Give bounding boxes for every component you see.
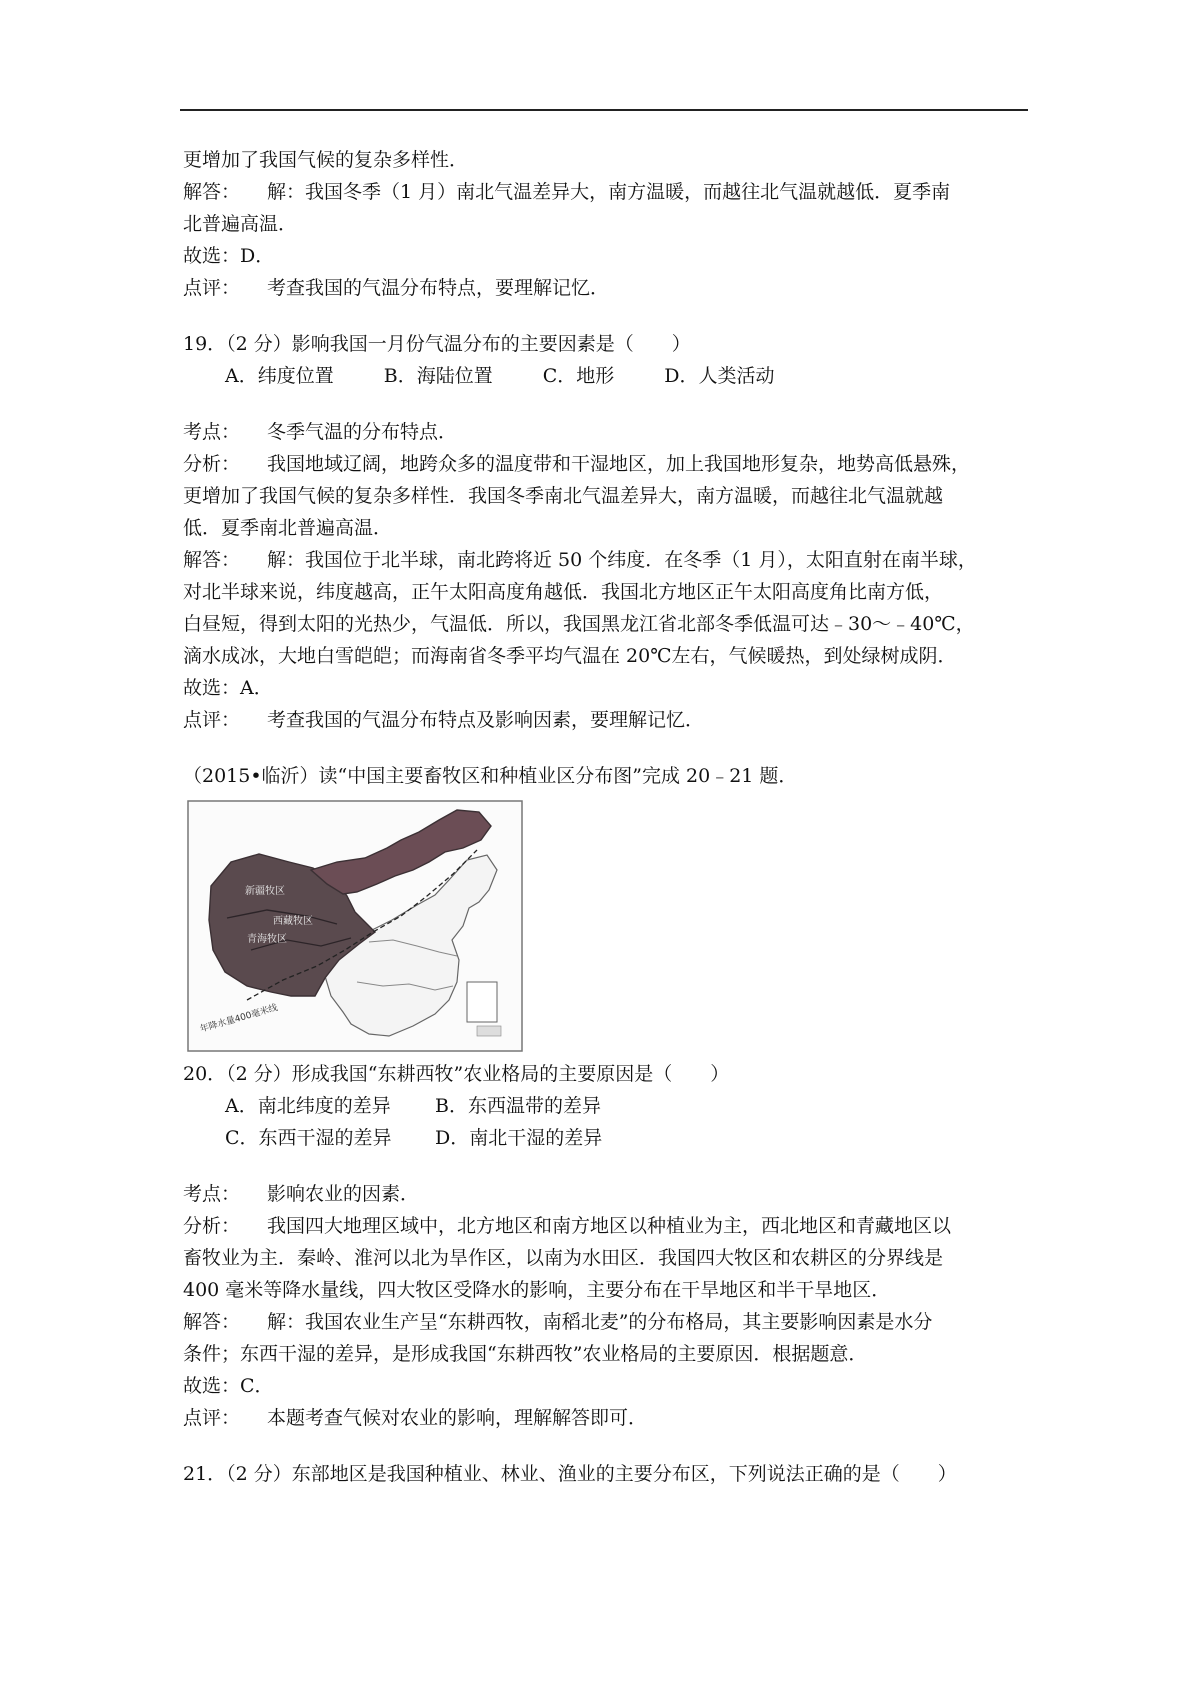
q19-answer-line <box>183 544 1028 576</box>
answer-label: 解答： <box>183 549 241 571</box>
prev-answer-line <box>183 176 1028 208</box>
question-20-stem: 20．（2 分）形成我国“东耕西牧”农业格局的主要原因是（ ） <box>183 1063 730 1085</box>
comment-label: 点评： <box>183 1407 241 1429</box>
point-label: 考点： <box>183 421 241 443</box>
q20-analysis-line: 畜牧业为主．秦岭、淮河以北为旱作区，以南为水田区．我国四大牧区和农耕区的分界线是 <box>183 1247 944 1269</box>
q19-comment <box>183 704 1028 736</box>
comment-text: 考查我国的气温分布特点，要理解记忆． <box>267 277 610 299</box>
document-body <box>183 144 1028 1490</box>
group-intro: （2015•临沂）读“中国主要畜牧区和种植业区分布图”完成 20﹣21 题． <box>183 765 798 787</box>
q20-choice: 故选：C． <box>183 1375 274 1397</box>
option-a: A．南北纬度的差异 <box>225 1095 391 1117</box>
q20-point <box>183 1178 1028 1210</box>
answer-text: 解：我国农业生产呈“东耕西牧，南稻北麦”的分布格局，其主要影响因素是水分 <box>267 1311 933 1333</box>
analysis-text: 我国地域辽阔，地跨众多的温度带和干湿地区，加上我国地形复杂，地势高低悬殊， <box>267 453 971 475</box>
q19-answer-line: 对北半球来说，纬度越高，正午太阳高度角越低．我国北方地区正午太阳高度角比南方低， <box>183 581 944 603</box>
prev-comment <box>183 272 1028 304</box>
option-d: D．南北干湿的差异 <box>435 1127 603 1149</box>
comment-label: 点评： <box>183 277 241 299</box>
prev-answer-line: 北普遍高温． <box>183 213 298 235</box>
q19-analysis-line: 更增加了我国气候的复杂多样性．我国冬季南北气温差异大，南方温暖，而越往北气温就越 <box>183 485 944 507</box>
china-agriculture-map <box>187 800 523 1052</box>
point-label: 考点： <box>183 1183 241 1205</box>
analysis-label: 分析： <box>183 453 241 475</box>
option-c: C．东西干湿的差异 <box>225 1127 392 1149</box>
option-b: B．海陆位置 <box>383 365 493 387</box>
header-rule <box>180 109 1028 111</box>
option-a: A．纬度位置 <box>225 365 334 387</box>
q20-analysis-line: 400 毫米等降水量线，四大牧区受降水的影响，主要分布在干旱地区和半干旱地区． <box>183 1279 891 1301</box>
label-isohyet: 年降水量400毫米线 <box>199 1003 279 1035</box>
q19-analysis-line: 低．夏季南北普遍高温． <box>183 517 393 539</box>
comment-text: 本题考查气候对农业的影响，理解解答即可． <box>267 1407 648 1429</box>
q20-answer-line: 条件；东西干湿的差异，是形成我国“东耕西牧”农业格局的主要原因．根据题意． <box>183 1343 868 1365</box>
label-tibet: 西藏牧区 <box>273 916 313 927</box>
comment-text: 考查我国的气温分布特点及影响因素，要理解记忆． <box>267 709 705 731</box>
question-19-options <box>183 360 1028 392</box>
answer-text: 解：我国冬季（1 月）南北气温差异大，南方温暖，而越往北气温就越低．夏季南 <box>267 181 951 203</box>
answer-label: 解答： <box>183 1311 241 1333</box>
q19-answer-line: 滴水成冰，大地白雪皑皑；而海南省冬季平均气温在 20℃左右，气候暖热，到处绿树成阴． <box>183 645 957 667</box>
q20-comment <box>183 1402 1028 1434</box>
comment-label: 点评： <box>183 709 241 731</box>
prev-continuation: 更增加了我国气候的复杂多样性． <box>183 149 469 171</box>
q20-analysis-line <box>183 1210 1028 1242</box>
q19-answer-line: 白昼短，得到太阳的光热少，气温低．所以，我国黑龙江省北部冬季低温可达﹣30～﹣40℃， <box>183 613 975 635</box>
q19-analysis-line <box>183 448 1028 480</box>
label-xinjiang: 新疆牧区 <box>245 886 285 897</box>
q20-answer-line <box>183 1306 1028 1338</box>
option-d: D．人类活动 <box>664 365 775 387</box>
label-qinghai: 青海牧区 <box>247 934 287 945</box>
point-text: 冬季气温的分布特点． <box>267 421 458 443</box>
point-text: 影响农业的因素． <box>267 1183 420 1205</box>
answer-label: 解答： <box>183 181 241 203</box>
option-b: B．东西温带的差异 <box>435 1095 601 1117</box>
question-20-options-row1 <box>183 1090 1028 1122</box>
option-c: C．地形 <box>542 365 615 387</box>
map-graphic <box>187 800 523 1052</box>
question-19-stem: 19．（2 分）影响我国一月份气温分布的主要因素是（ ） <box>183 333 691 355</box>
analysis-label: 分析： <box>183 1215 241 1237</box>
question-21-stem: 21．（2 分）东部地区是我国种植业、林业、渔业的主要分布区，下列说法正确的是（ ） <box>183 1463 957 1485</box>
q19-choice: 故选：A． <box>183 677 273 699</box>
q19-point <box>183 416 1028 448</box>
analysis-text: 我国四大地理区域中，北方地区和南方地区以种植业为主，西北地区和青藏地区以 <box>267 1215 952 1237</box>
answer-text: 解：我国位于北半球，南北跨将近 50 个纬度．在冬季（1 月），太阳直射在南半球， <box>267 549 977 571</box>
prev-choice: 故选：D． <box>183 245 275 267</box>
question-20-options-row2 <box>183 1122 1028 1154</box>
